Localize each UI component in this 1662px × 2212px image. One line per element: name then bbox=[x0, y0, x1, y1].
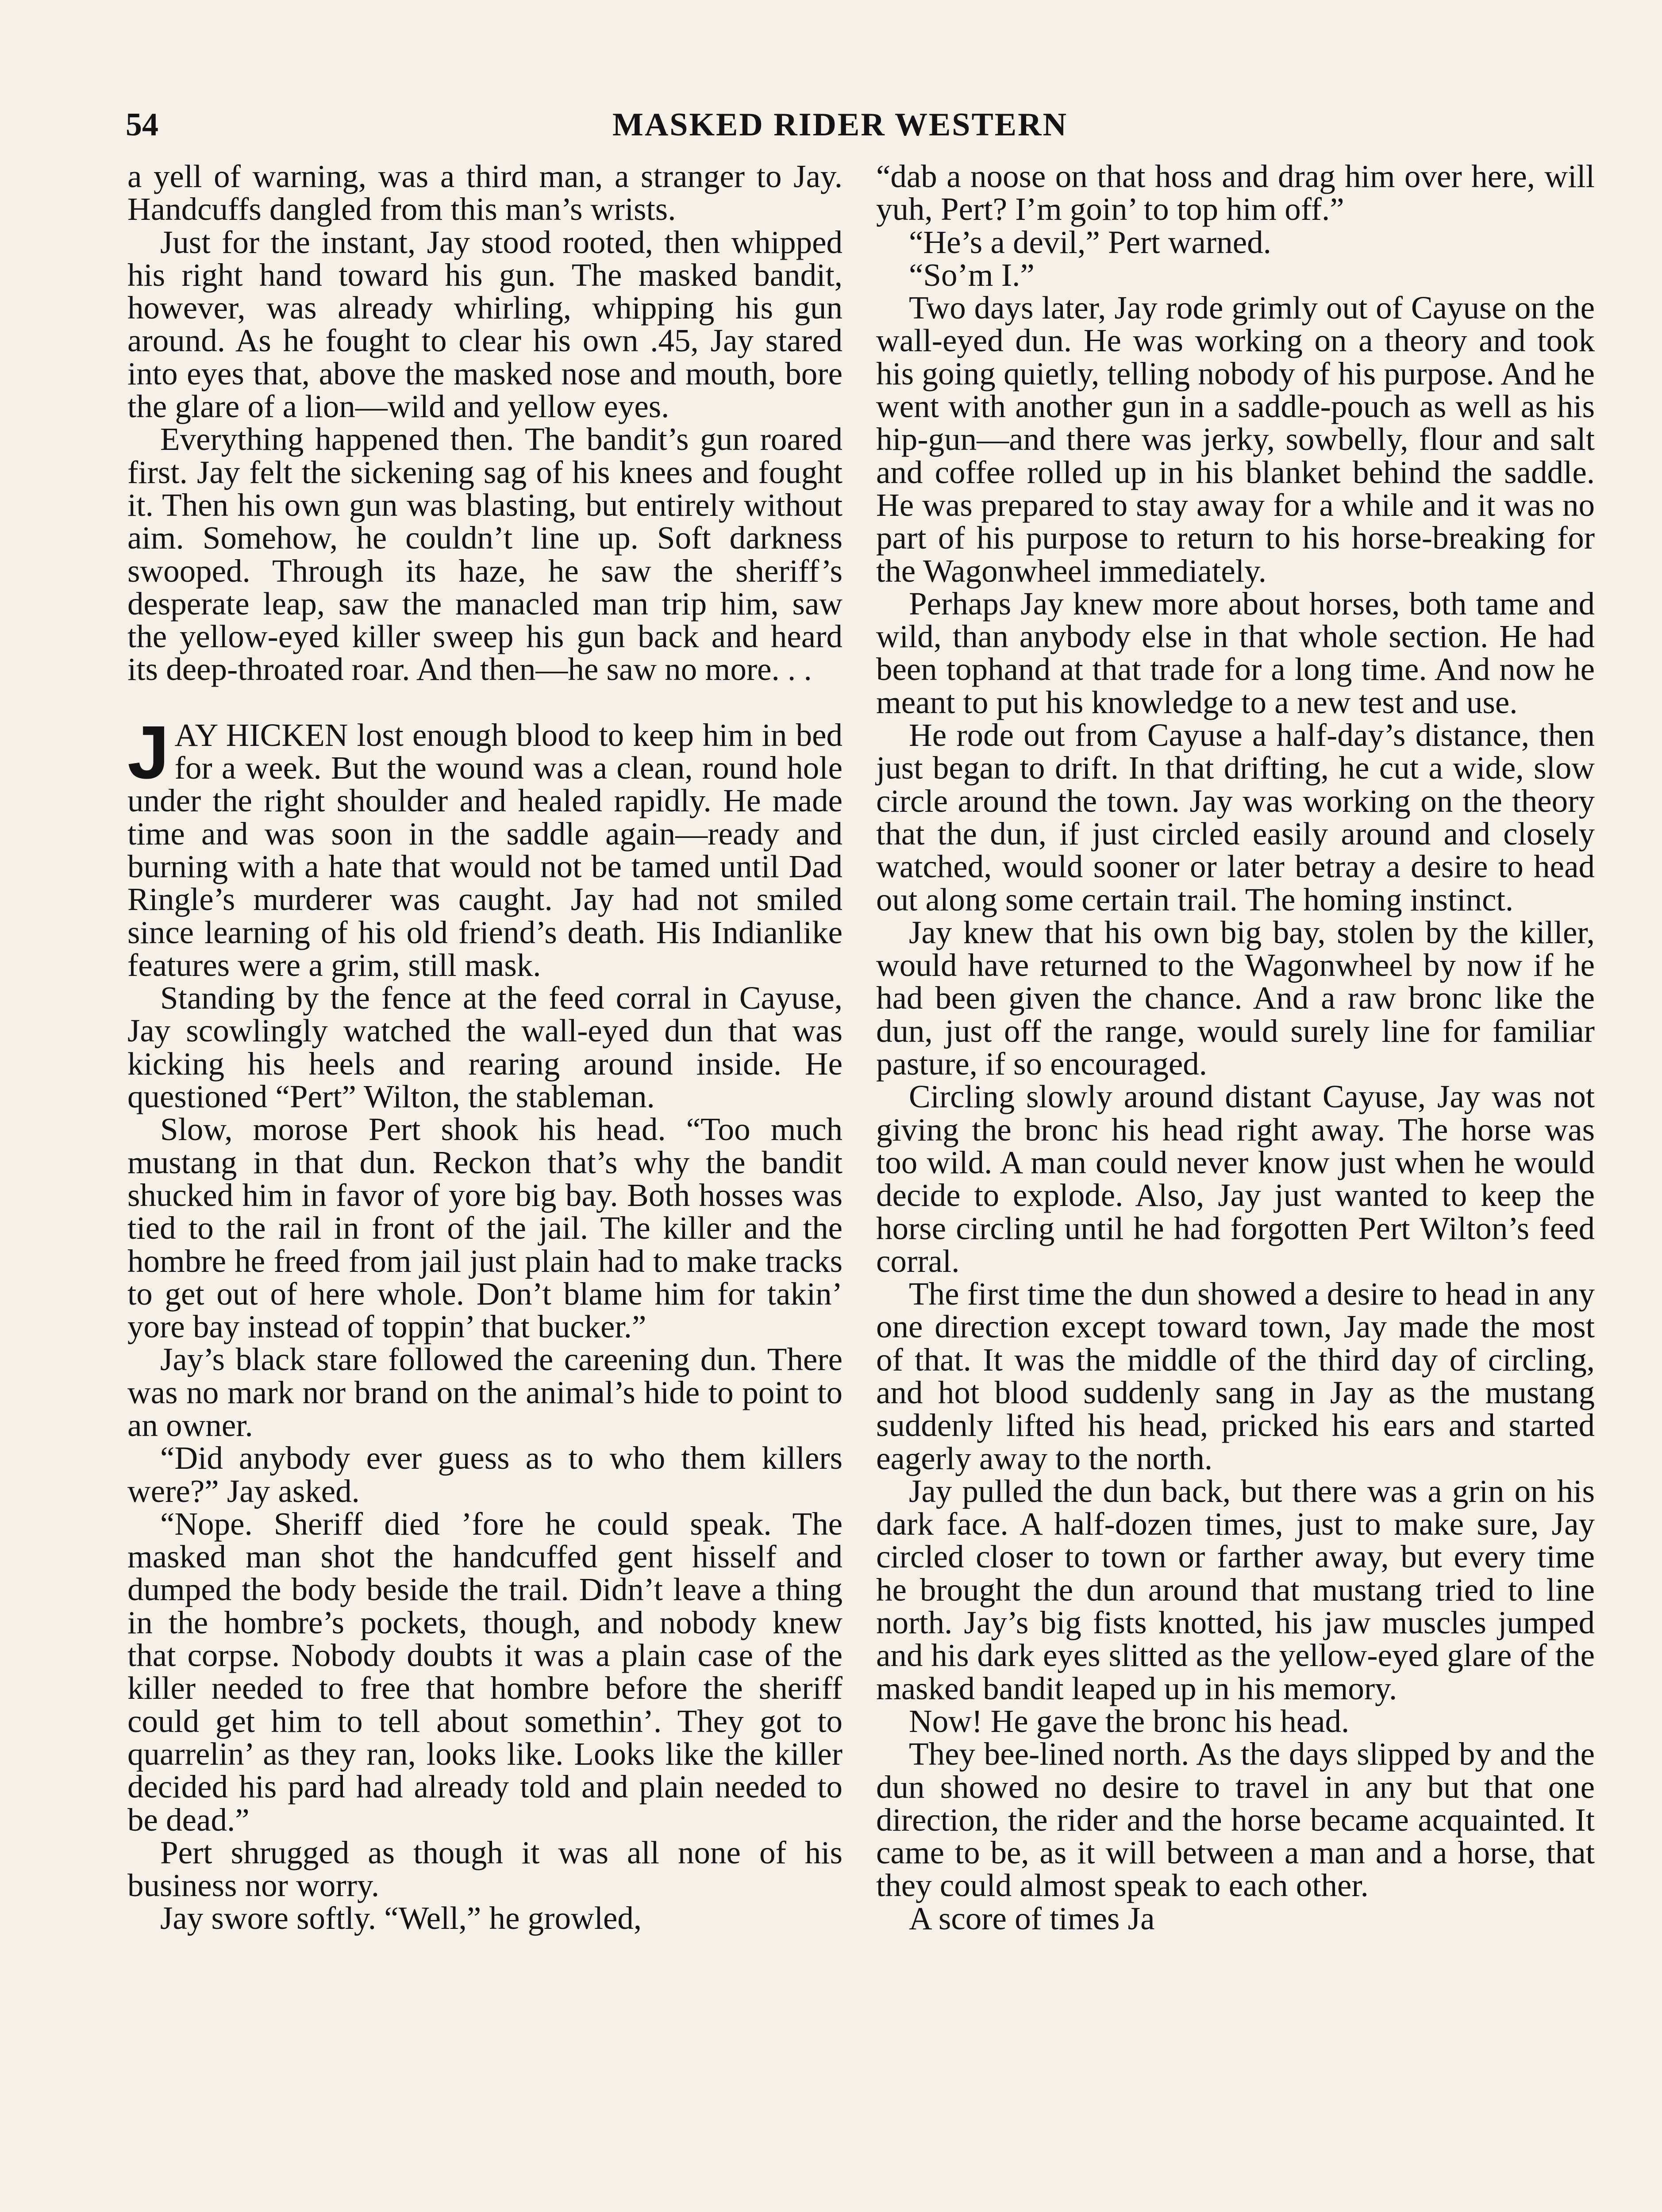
section-opening-paragraph bbox=[127, 710, 843, 983]
paragraph: a yell of warning, was a third man, a stranger to Jay. Handcuffs dangled from this man’s wrists. bbox=[127, 158, 843, 227]
paragraph: Jay knew that his own big bay, stolen by the killer, would have returned to the Wagonwheel by now if he had been given the chance. And a raw bronc like the dun, just off the range, would surely line for familiar pasture, if so encouraged. bbox=[876, 914, 1595, 1082]
paragraph: Just for the instant, Jay stood rooted, then whipped his right hand toward his gun. The masked bandit, however, was already whirling, whipping his gun around. As he fought to clear his own .45, Jay stared into eyes that, above the masked nose and mouth, bore the glare of a lion—wild and yellow eyes. bbox=[127, 224, 843, 425]
paragraph: Standing by the fence at the feed corral in Cayuse, Jay scowlingly watched the wall-eyed dun that was kicking his heels and rearing around inside. He questioned “Pert” Wilton, the stableman. bbox=[127, 980, 843, 1115]
running-title: MASKED RIDER WESTERN bbox=[612, 107, 1068, 143]
paragraph: “dab a noose on that hoss and drag him over here, will yuh, Pert? I’m goin’ to top him off.” bbox=[876, 158, 1595, 227]
paragraph: Pert shrugged as though it was all none of his business nor worry. bbox=[127, 1834, 843, 1904]
paragraph: Everything happened then. The bandit’s gun roared first. Jay felt the sickening sag of his knees and fought it. Then his own gun was blasting, but entirely without aim. Somehow, he couldn’t line up. Soft darkness swooped. Through its haze, he saw the sheriff’s desperate leap, saw the manacled man trip him, saw the yellow-eyed killer sweep his gun back and heard its deep-throated roar. And then—he saw no more. . . bbox=[127, 421, 843, 687]
paragraph: “He’s a devil,” Pert warned. bbox=[909, 224, 1271, 260]
paragraph: Perhaps Jay knew more about horses, both tame and wild, than anybody else in that whole section. He had been tophand at that trade for a long time. And now he meant to put his knowledge to a new test and use. bbox=[876, 585, 1595, 720]
paragraph: Jay pulled the dun back, but there was a grin on his dark face. A half-dozen times, just to make sure, Jay circled closer to town or farther away, but every time he brought the dun around that mustang tried to line north. Jay’s big fists knotted, his jaw muscles jumped and his dark eyes slitted as the yellow-eyed glare of the masked bandit leaped up in his memory. bbox=[876, 1473, 1595, 1706]
paragraph: Jay’s black stare followed the careening dun. There was no mark nor brand on the animal’s hide to point to an owner. bbox=[127, 1341, 843, 1443]
paragraph: The first time the dun showed a desire to head in any one direction except toward town, Jay made the most of that. It was the middle of the third day of circling, and hot blood suddenly sang in Jay as the mustang suddenly lifted his head, pricked his ears and started eagerly away to the north. bbox=[876, 1276, 1595, 1476]
paragraph-text: AY HICKEN lost enough blood to keep him in bed for a week. But the wound was a clean, round hole under the right shoulder and healed rapidly. He made time and was soon in the saddle again—ready and burning with a hate that would not be tamed until Dad Ringle’s murderer was caught. Jay had not smiled since learning of his old friend’s death. His Indianlike features were a grim, still mask. bbox=[127, 717, 843, 983]
page-header bbox=[126, 103, 1593, 151]
paragraph: Now! He gave the bronc his head. bbox=[909, 1703, 1350, 1739]
paragraph: Circling slowly around distant Cayuse, Jay was not giving the bronc his head right away. The horse was too wild. A man could never know just when he would decide to explode. Also, Jay just wanted to keep the horse circling until he had forgotten Pert Wilton’s feed corral. bbox=[876, 1079, 1595, 1279]
paragraph: He rode out from Cayuse a half-day’s distance, then just began to drift. In that drifting, he cut a wide, slow circle around the town. Jay was working on the theory that the dun, if just circled easily around and closely watched, would sooner or later betray a desire to head out along some certain trail. The homing instinct. bbox=[876, 717, 1595, 918]
paragraph: They bee-lined north. As the days slipped by and the dun showed no desire to travel in any but that one direction, the rider and the horse became acquainted. It came to be, as it will between a man and a horse, that they could almost speak to each other. bbox=[876, 1736, 1595, 1904]
paragraph: Two days later, Jay rode grimly out of Cayuse on the wall-eyed dun. He was working on a theory and took his going quietly, telling nobody of his purpose. And he went with another gun in a saddle-pouch as well as his hip-gun—and there was jerky, sowbelly, flour and salt and coffee rolled up in his blanket behind the saddle. He was prepared to stay away for a while and it was no part of his purpose to return to his horse-breaking for the Wagonwheel immediately. bbox=[876, 290, 1595, 589]
paragraph: Jay swore softly. “Well,” he growled, bbox=[160, 1900, 642, 1936]
paragraph: “Did anybody ever guess as to who them killers were?” Jay asked. bbox=[127, 1440, 843, 1509]
paragraph: “So’m I.” bbox=[909, 257, 1035, 293]
drop-cap: J bbox=[127, 710, 169, 795]
paragraph: Slow, morose Pert shook his head. “Too much mustang in that dun. Reckon that’s why the bandit shucked him in favor of yore big bay. Both hosses was tied to the rail in front of the jail. The killer and the hombre he freed from jail just plain had to make tracks to get out of here whole. Don’t blame him for takin’ yore bay instead of toppin’ that bucker.” bbox=[127, 1111, 843, 1345]
right-column bbox=[876, 160, 1595, 2212]
paragraph: A score of times Ja bbox=[909, 1900, 1155, 1936]
page-number: 54 bbox=[126, 107, 158, 143]
left-column bbox=[127, 160, 843, 2212]
paragraph: “Nope. Sheriff died ’fore he could speak. The masked man shot the handcuffed gent hisself and dumped the body beside the trail. Didn’t leave a thing in the hombre’s pockets, though, and nobody knew that corpse. Nobody doubts it was a plain case of the killer needed to free that hombre before the sheriff could get him to tell about somethin’. They got to quarrelin’ as they ran, looks like. Looks like the killer decided his pard had already told and plain needed to be dead.” bbox=[127, 1505, 843, 1838]
